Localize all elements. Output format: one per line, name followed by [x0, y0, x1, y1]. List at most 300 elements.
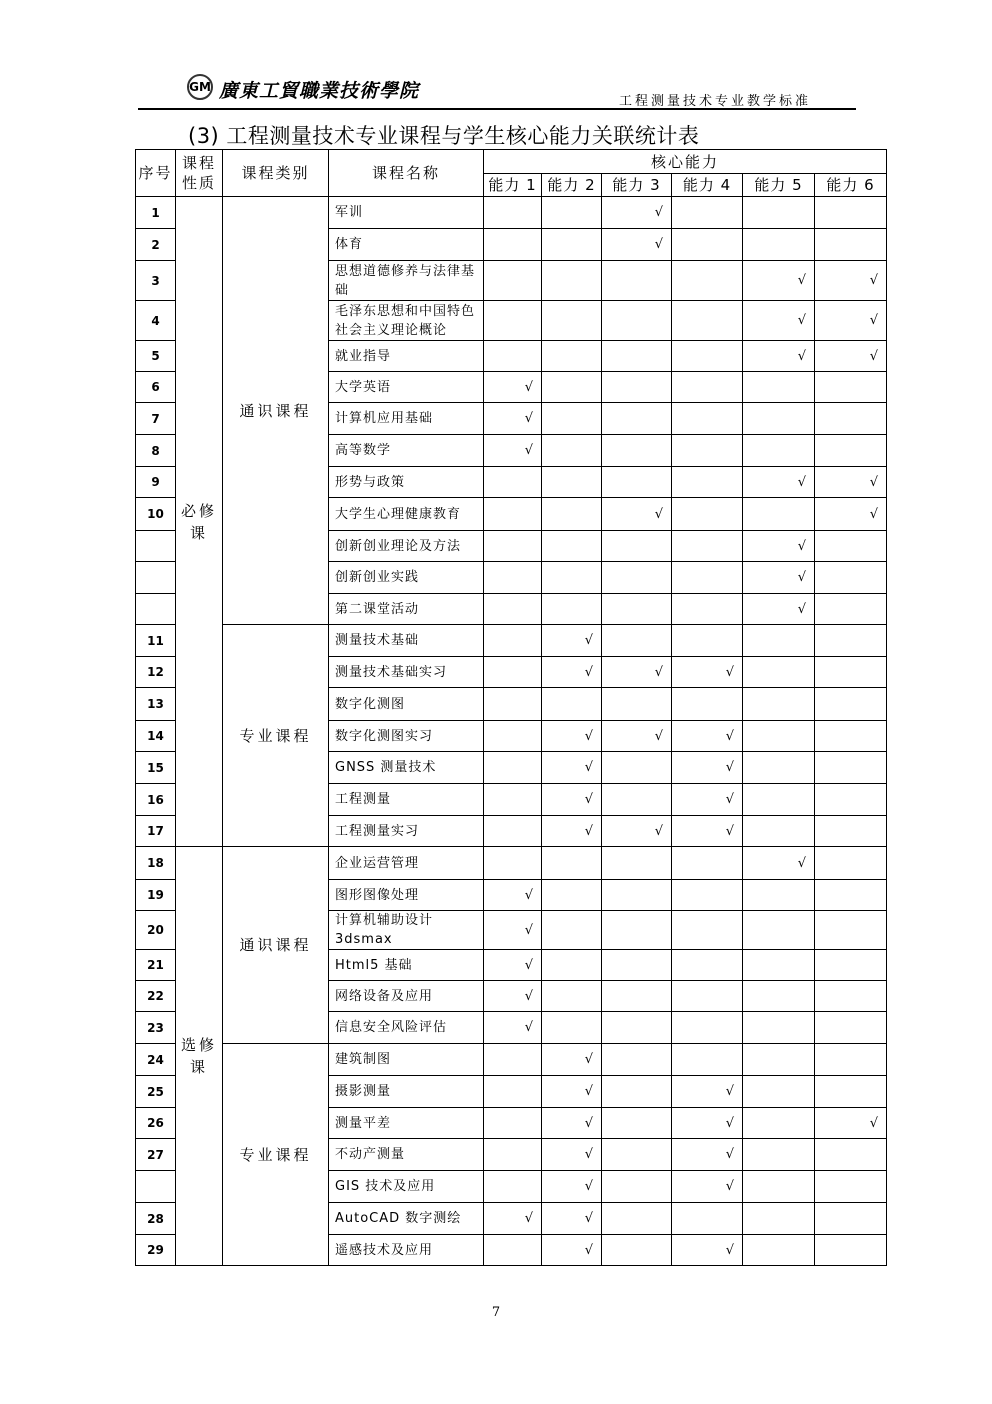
course-name-cell: Html5 基础: [329, 950, 484, 981]
ability-5-cell: [743, 1012, 815, 1044]
row-number: 29: [136, 1235, 176, 1266]
ability-6-cell: [815, 950, 887, 981]
ability-3-cell: [602, 816, 672, 847]
ability-1-cell: [484, 880, 542, 911]
ability-5-cell: [743, 1076, 815, 1108]
ability-6-cell: [815, 688, 887, 721]
check-mark-icon: √: [584, 1147, 593, 1162]
ability-3-cell: [602, 1235, 672, 1266]
check-mark-icon: √: [797, 273, 806, 288]
ability-4-cell: [672, 498, 743, 531]
ability-4-cell: [672, 1108, 743, 1139]
ability-5-cell: [743, 372, 815, 403]
header-ability-6: 能力 6: [815, 174, 887, 197]
check-mark-icon: √: [797, 855, 806, 871]
ability-5-cell: [743, 784, 815, 816]
row-number: [136, 562, 176, 594]
ability-5-cell: [743, 847, 815, 880]
course-nature-cell: 必修课: [176, 197, 223, 847]
header-ability-5: 能力 5: [743, 174, 815, 197]
school-logo: GM: [187, 74, 213, 100]
check-mark-icon: √: [524, 411, 533, 426]
row-number: 27: [136, 1139, 176, 1171]
ability-2-cell: [542, 531, 602, 562]
ability-5-cell: [743, 981, 815, 1012]
course-category-cell: 通识课程: [223, 847, 329, 1044]
check-mark-icon: √: [797, 601, 806, 617]
check-mark-icon: √: [725, 728, 734, 744]
ability-2-cell: [542, 1235, 602, 1266]
ability-3-cell: [602, 1108, 672, 1139]
ability-1-cell: [484, 1171, 542, 1203]
ability-1-cell: [484, 498, 542, 531]
page-header: [183, 70, 855, 110]
ability-2-cell: [542, 261, 602, 301]
course-category-cell: 通识课程: [223, 197, 329, 625]
check-mark-icon: √: [797, 570, 806, 585]
check-mark-icon: √: [524, 887, 533, 903]
row-number: 1: [136, 197, 176, 229]
ability-6-cell: [815, 229, 887, 261]
ability-3-cell: [602, 261, 672, 301]
ability-4-cell: [672, 688, 743, 721]
ability-3-cell: [602, 229, 672, 261]
ability-1-cell: [484, 847, 542, 880]
table-row: [136, 1044, 887, 1076]
ability-3-cell: [602, 721, 672, 752]
ability-3-cell: [602, 752, 672, 784]
course-category-cell: 专业课程: [223, 1044, 329, 1266]
ability-1-cell: [484, 1012, 542, 1044]
ability-4-cell: [672, 531, 743, 562]
ability-6-cell: [815, 1012, 887, 1044]
ability-1-cell: [484, 229, 542, 261]
ability-1-cell: [484, 950, 542, 981]
ability-6-cell: [815, 1203, 887, 1235]
ability-4-cell: [672, 911, 743, 950]
ability-1-cell: [484, 688, 542, 721]
ability-3-cell: [602, 625, 672, 657]
ability-3-cell: [602, 562, 672, 594]
ability-6-cell: [815, 531, 887, 562]
row-number: 19: [136, 880, 176, 911]
ability-5-cell: [743, 1171, 815, 1203]
ability-2-cell: [542, 688, 602, 721]
check-mark-icon: √: [869, 474, 879, 490]
header-no: 序号: [136, 150, 176, 197]
school-name: 廣東工貿職業技術學院: [219, 80, 420, 102]
ability-3-cell: [602, 1044, 672, 1076]
ability-5-cell: [743, 1108, 815, 1139]
row-number: 22: [136, 981, 176, 1012]
ability-4-cell: [672, 261, 743, 301]
ability-2-cell: [542, 1012, 602, 1044]
course-name-cell: 思想道德修养与法律基础: [329, 261, 484, 301]
ability-5-cell: [743, 721, 815, 752]
ability-6-cell: [815, 341, 887, 372]
ability-3-cell: [602, 301, 672, 341]
ability-5-cell: [743, 657, 815, 688]
row-number: 16: [136, 784, 176, 816]
ability-5-cell: [743, 1044, 815, 1076]
check-mark-icon: √: [584, 1084, 593, 1099]
ability-2-cell: [542, 197, 602, 229]
ability-1-cell: [484, 721, 542, 752]
row-number: 7: [136, 403, 176, 435]
check-mark-icon: √: [524, 443, 533, 458]
course-name-cell: 摄影测量: [329, 1076, 484, 1108]
table-row: [136, 625, 887, 657]
ability-5-cell: [743, 1203, 815, 1235]
table-row: [136, 197, 887, 229]
course-nature-cell: 选修课: [176, 847, 223, 1266]
ability-6-cell: [815, 752, 887, 784]
ability-5-cell: [743, 594, 815, 625]
course-name-cell: 创新创业理论及方法: [329, 531, 484, 562]
ability-2-cell: [542, 911, 602, 950]
ability-5-cell: [743, 1235, 815, 1266]
ability-5-cell: [743, 816, 815, 847]
ability-2-cell: [542, 301, 602, 341]
ability-2-cell: [542, 229, 602, 261]
ability-4-cell: [672, 403, 743, 435]
ability-6-cell: [815, 625, 887, 657]
ability-1-cell: [484, 197, 542, 229]
header-category: 课程类别: [223, 150, 329, 197]
ability-2-cell: [542, 816, 602, 847]
ability-3-cell: [602, 498, 672, 531]
ability-4-cell: [672, 594, 743, 625]
check-mark-icon: √: [584, 1115, 593, 1131]
ability-6-cell: [815, 403, 887, 435]
ability-2-cell: [542, 657, 602, 688]
ability-1-cell: [484, 1235, 542, 1266]
course-name-cell: 就业指导: [329, 341, 484, 372]
check-mark-icon: √: [524, 379, 533, 395]
row-number: 4: [136, 301, 176, 341]
ability-1-cell: [484, 981, 542, 1012]
check-mark-icon: √: [524, 988, 533, 1004]
ability-6-cell: [815, 816, 887, 847]
ability-4-cell: [672, 1044, 743, 1076]
ability-3-cell: [602, 911, 672, 950]
ability-6-cell: [815, 657, 887, 688]
ability-6-cell: [815, 880, 887, 911]
ability-6-cell: [815, 981, 887, 1012]
ability-3-cell: [602, 1012, 672, 1044]
ability-4-cell: [672, 301, 743, 341]
document-title: 工程测量技术专业教学标准: [618, 94, 811, 109]
table-body: [136, 197, 887, 1266]
course-name-cell: 高等数学: [329, 435, 484, 467]
course-name-cell: 创新创业实践: [329, 562, 484, 594]
check-mark-icon: √: [725, 1115, 734, 1131]
ability-5-cell: [743, 403, 815, 435]
check-mark-icon: √: [725, 1179, 734, 1194]
course-name-cell: GIS 技术及应用: [329, 1171, 484, 1203]
ability-5-cell: [743, 911, 815, 950]
ability-2-cell: [542, 1044, 602, 1076]
ability-5-cell: [743, 261, 815, 301]
check-mark-icon: √: [654, 664, 663, 680]
course-name-cell: 不动产测量: [329, 1139, 484, 1171]
ability-4-cell: [672, 229, 743, 261]
ability-1-cell: [484, 435, 542, 467]
ability-3-cell: [602, 467, 672, 498]
row-number: 2: [136, 229, 176, 261]
ability-6-cell: [815, 847, 887, 880]
ability-6-cell: [815, 594, 887, 625]
ability-1-cell: [484, 1044, 542, 1076]
check-mark-icon: √: [797, 538, 806, 554]
ability-4-cell: [672, 981, 743, 1012]
page-number: 7: [491, 1305, 501, 1320]
ability-4-cell: [672, 847, 743, 880]
course-name-cell: 大学英语: [329, 372, 484, 403]
ability-5-cell: [743, 435, 815, 467]
ability-1-cell: [484, 531, 542, 562]
ability-1-cell: [484, 625, 542, 657]
ability-3-cell: [602, 950, 672, 981]
header-ability-1: 能力 1: [484, 174, 542, 197]
ability-6-cell: [815, 1139, 887, 1171]
ability-3-cell: [602, 197, 672, 229]
course-name-cell: 形势与政策: [329, 467, 484, 498]
check-mark-icon: √: [654, 728, 663, 744]
ability-2-cell: [542, 1076, 602, 1108]
row-number: 23: [136, 1012, 176, 1044]
ability-2-cell: [542, 372, 602, 403]
check-mark-icon: √: [725, 664, 734, 680]
ability-1-cell: [484, 816, 542, 847]
ability-1-cell: [484, 594, 542, 625]
ability-6-cell: [815, 1235, 887, 1266]
ability-5-cell: [743, 1139, 815, 1171]
ability-1-cell: [484, 1108, 542, 1139]
course-name-cell: 计算机应用基础: [329, 403, 484, 435]
course-name-cell: 体育: [329, 229, 484, 261]
ability-5-cell: [743, 950, 815, 981]
ability-3-cell: [602, 341, 672, 372]
course-name-cell: 工程测量实习: [329, 816, 484, 847]
ability-4-cell: [672, 816, 743, 847]
ability-2-cell: [542, 498, 602, 531]
ability-5-cell: [743, 301, 815, 341]
check-mark-icon: √: [869, 348, 879, 364]
row-number: 14: [136, 721, 176, 752]
ability-4-cell: [672, 1012, 743, 1044]
course-name-cell: 第二课堂活动: [329, 594, 484, 625]
ability-5-cell: [743, 562, 815, 594]
check-mark-icon: √: [584, 664, 593, 680]
check-mark-icon: √: [725, 823, 734, 839]
ability-4-cell: [672, 1235, 743, 1266]
check-mark-icon: √: [654, 237, 663, 252]
row-number: 24: [136, 1044, 176, 1076]
ability-1-cell: [484, 752, 542, 784]
ability-3-cell: [602, 784, 672, 816]
ability-3-cell: [602, 981, 672, 1012]
ability-5-cell: [743, 880, 815, 911]
course-name-cell: 工程测量: [329, 784, 484, 816]
ability-2-cell: [542, 880, 602, 911]
ability-4-cell: [672, 341, 743, 372]
ability-1-cell: [484, 1139, 542, 1171]
course-name-cell: 军训: [329, 197, 484, 229]
ability-4-cell: [672, 467, 743, 498]
ability-5-cell: [743, 341, 815, 372]
row-number: 12: [136, 657, 176, 688]
check-mark-icon: √: [797, 348, 806, 364]
ability-1-cell: [484, 911, 542, 950]
ability-6-cell: [815, 467, 887, 498]
ability-6-cell: [815, 261, 887, 301]
check-mark-icon: √: [584, 633, 593, 648]
ability-3-cell: [602, 1171, 672, 1203]
check-mark-icon: √: [524, 922, 533, 938]
ability-2-cell: [542, 435, 602, 467]
ability-5-cell: [743, 752, 815, 784]
check-mark-icon: √: [797, 313, 806, 328]
check-mark-icon: √: [725, 1147, 734, 1162]
ability-1-cell: [484, 1076, 542, 1108]
header-course-name: 课程名称: [329, 150, 484, 197]
ability-6-cell: [815, 1076, 887, 1108]
ability-5-cell: [743, 229, 815, 261]
ability-6-cell: [815, 1171, 887, 1203]
ability-2-cell: [542, 721, 602, 752]
row-number: 8: [136, 435, 176, 467]
ability-6-cell: [815, 911, 887, 950]
course-name-cell: 计算机辅助设计3dsmax: [329, 911, 484, 950]
ability-3-cell: [602, 880, 672, 911]
ability-1-cell: [484, 1203, 542, 1235]
ability-3-cell: [602, 372, 672, 403]
course-name-cell: 网络设备及应用: [329, 981, 484, 1012]
ability-6-cell: [815, 301, 887, 341]
check-mark-icon: √: [584, 792, 593, 807]
ability-4-cell: [672, 1171, 743, 1203]
ability-1-cell: [484, 562, 542, 594]
table-row: [136, 847, 887, 880]
row-number: 20: [136, 911, 176, 950]
ability-2-cell: [542, 403, 602, 435]
ability-2-cell: [542, 594, 602, 625]
check-mark-icon: √: [869, 273, 879, 288]
check-mark-icon: √: [584, 1179, 593, 1194]
course-name-cell: 测量平差: [329, 1108, 484, 1139]
ability-2-cell: [542, 847, 602, 880]
check-mark-icon: √: [584, 728, 593, 744]
ability-4-cell: [672, 950, 743, 981]
course-name-cell: 信息安全风险评估: [329, 1012, 484, 1044]
ability-6-cell: [815, 372, 887, 403]
header-ability-4: 能力 4: [672, 174, 743, 197]
check-mark-icon: √: [725, 760, 734, 775]
ability-3-cell: [602, 435, 672, 467]
header-rule: [138, 108, 856, 110]
course-name-cell: GNSS 测量技术: [329, 752, 484, 784]
ability-1-cell: [484, 784, 542, 816]
ability-4-cell: [672, 657, 743, 688]
ability-3-cell: [602, 594, 672, 625]
check-mark-icon: √: [584, 760, 593, 775]
header-ability-3: 能力 3: [602, 174, 672, 197]
ability-3-cell: [602, 531, 672, 562]
check-mark-icon: √: [654, 506, 663, 522]
ability-1-cell: [484, 657, 542, 688]
check-mark-icon: √: [584, 1052, 593, 1067]
ability-6-cell: [815, 197, 887, 229]
ability-5-cell: [743, 197, 815, 229]
course-name-cell: 建筑制图: [329, 1044, 484, 1076]
course-name-cell: 数字化测图: [329, 688, 484, 721]
row-number: 15: [136, 752, 176, 784]
check-mark-icon: √: [869, 313, 879, 328]
course-name-cell: AutoCAD 数字测绘: [329, 1203, 484, 1235]
course-name-cell: 大学生心理健康教育: [329, 498, 484, 531]
course-name-cell: 遥感技术及应用: [329, 1235, 484, 1266]
header-core-abilities: 核心能力: [484, 150, 887, 174]
ability-4-cell: [672, 372, 743, 403]
ability-1-cell: [484, 261, 542, 301]
ability-3-cell: [602, 1076, 672, 1108]
ability-2-cell: [542, 341, 602, 372]
course-name-cell: 图形图像处理: [329, 880, 484, 911]
check-mark-icon: √: [584, 823, 593, 839]
ability-1-cell: [484, 372, 542, 403]
ability-1-cell: [484, 403, 542, 435]
ability-2-cell: [542, 562, 602, 594]
ability-5-cell: [743, 688, 815, 721]
course-ability-table: [135, 149, 887, 1266]
ability-5-cell: [743, 531, 815, 562]
check-mark-icon: √: [524, 957, 533, 973]
table-caption: (3) 工程测量技术专业课程与学生核心能力关联统计表: [188, 124, 700, 148]
ability-3-cell: [602, 403, 672, 435]
ability-2-cell: [542, 1203, 602, 1235]
course-name-cell: 毛泽东思想和中国特色社会主义理论概论: [329, 301, 484, 341]
ability-6-cell: [815, 721, 887, 752]
check-mark-icon: √: [584, 1242, 593, 1258]
course-category-cell: 专业课程: [223, 625, 329, 847]
row-number: 26: [136, 1108, 176, 1139]
ability-1-cell: [484, 341, 542, 372]
check-mark-icon: √: [869, 506, 879, 522]
ability-4-cell: [672, 1203, 743, 1235]
ability-2-cell: [542, 1139, 602, 1171]
ability-4-cell: [672, 880, 743, 911]
row-number: 3: [136, 261, 176, 301]
row-number: 5: [136, 341, 176, 372]
check-mark-icon: √: [725, 1084, 734, 1099]
ability-1-cell: [484, 301, 542, 341]
ability-5-cell: [743, 498, 815, 531]
row-number: 6: [136, 372, 176, 403]
row-number: [136, 531, 176, 562]
row-number: 11: [136, 625, 176, 657]
course-name-cell: 测量技术基础: [329, 625, 484, 657]
check-mark-icon: √: [654, 205, 663, 220]
check-mark-icon: √: [797, 474, 806, 490]
ability-4-cell: [672, 752, 743, 784]
ability-4-cell: [672, 1139, 743, 1171]
ability-3-cell: [602, 1139, 672, 1171]
check-mark-icon: √: [584, 1211, 593, 1226]
ability-4-cell: [672, 625, 743, 657]
ability-6-cell: [815, 1044, 887, 1076]
check-mark-icon: √: [869, 1115, 879, 1131]
